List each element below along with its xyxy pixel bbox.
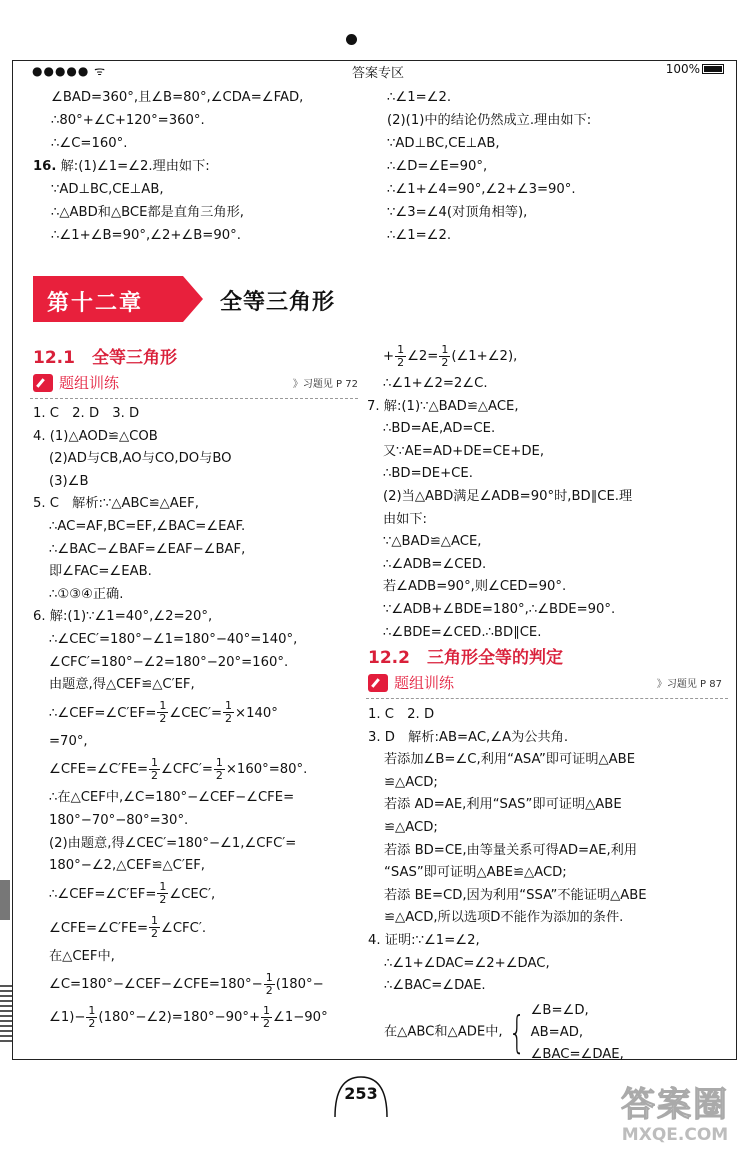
- text-line: 解:(1)∠1=∠2.理由如下:: [60, 159, 210, 174]
- right-column-2: [368, 704, 730, 1066]
- text-line: 若添 AD=AE,利用“SAS”即可证明△ABE: [384, 797, 622, 813]
- fraction: $\frac{1}{2}$: [225, 699, 233, 726]
- fraction: $\frac{1}{2}$: [441, 342, 449, 369]
- text-line: (3)∠B: [49, 473, 89, 489]
- text-line: ∴∠BAC−∠BAF=∠EAF−∠BAF,: [49, 541, 246, 557]
- chapter-label: 第十二章: [47, 291, 144, 316]
- text-line: 即∠FAC=∠EAB.: [49, 564, 152, 580]
- text-line: (2)当△ABD满足∠ADB=90°时,BD∥CE.理: [383, 488, 633, 504]
- text-line: ∴在△CEF中,∠C=180°−∠CEF−∠CFE=: [49, 790, 295, 806]
- text-line: ∴∠ADB=∠CED.: [383, 556, 487, 572]
- text-line: 若添加∠B=∠C,利用“ASA”即可证明△ABE: [384, 752, 636, 768]
- divider: [30, 398, 358, 399]
- status-bar: [22, 62, 734, 80]
- chapter-banner: [33, 276, 203, 322]
- text-line: ≌△ACD,所以选项D不能作为添加的条件.: [384, 910, 624, 926]
- text-line: ∴80°+∠C+120°=360°.: [51, 113, 205, 128]
- text-line: ∠CFE=∠C′FE= $\frac{1}{2}$ ∠CFC′.: [49, 914, 207, 941]
- top-right-block: [387, 86, 727, 247]
- text-line: ∴∠CEC′=180°−∠1=180°−40°=140°,: [49, 631, 298, 647]
- text-line: 在△CEF中,: [49, 948, 115, 964]
- text-line: ∠1)− $\frac{1}{2}$ (180°−∠2)=180°−90°+ $\frac{1}{2}$ ∠1−90°: [49, 1003, 328, 1030]
- text-line: ∴AC=AF,BC=EF,∠BAC=∠EAF.: [49, 518, 246, 534]
- text-line: ∵∠ADB+∠BDE=180°,∴∠BDE=90°.: [383, 601, 616, 617]
- text-line: 由题意,得△CEF≌△C′EF,: [49, 677, 195, 693]
- pencil-icon: [33, 374, 53, 392]
- text-line: (2)(1)中的结论仍然成立.理由如下:: [387, 113, 592, 128]
- text-line: ∴∠CEF=∠C′EF= $\frac{1}{2}$ ∠CEC′= $\frac{1}{2}$ ×140°: [49, 699, 278, 726]
- text-line: 4. (1)△AOD≌△COB: [33, 428, 158, 444]
- fraction: $\frac{1}{2}$: [159, 880, 167, 907]
- side-tab: [0, 880, 10, 920]
- signal-icon: ●●●●● ᯤ: [32, 64, 107, 78]
- battery-icon: [702, 64, 724, 74]
- text-line: ∴∠1=∠2.: [387, 228, 452, 243]
- top-left-block: [33, 86, 363, 247]
- watermark-logo: 答案圈 MXQE.COM: [621, 1085, 729, 1145]
- text-line: 1. C 2. D: [368, 707, 435, 722]
- fraction: $\frac{1}{2}$: [151, 914, 158, 941]
- text-line: ∴BD=DE+CE.: [383, 466, 473, 482]
- text-line: 180°−∠2,△CEF≌△C′EF,: [49, 858, 205, 874]
- pencil-icon: [368, 674, 388, 692]
- chapter-title: 全等三角形: [220, 290, 336, 315]
- text-line: 4. 证明:∵∠1=∠2,: [368, 932, 480, 948]
- text-line: 5. C 解析:∵△ABC≌△AEF,: [33, 496, 199, 512]
- left-column: [33, 403, 368, 1034]
- exercise-ref: 》习题见 P 87: [656, 679, 722, 690]
- exercise-ref: 》习题见 P 72: [292, 379, 358, 390]
- right-column: [367, 341, 728, 644]
- text-line: 3. D 解析:AB=AC,∠A为公共角.: [368, 729, 569, 745]
- page-number: 253: [331, 1073, 391, 1119]
- text-line: 6. 解:(1)∵∠1=40°,∠2=20°,: [33, 609, 213, 625]
- section-title-12-1: 12.1 全等三角形: [33, 348, 177, 368]
- text-line: 若∠ADB=90°,则∠CED=90°.: [383, 579, 567, 595]
- section-title-12-2: 12.2 三角形全等的判定: [368, 648, 563, 668]
- text-line: ∠BAC=∠DAE,: [530, 1046, 624, 1062]
- divider: [366, 698, 728, 699]
- side-ruler: [0, 985, 12, 1045]
- text-line: ∠CFC′=180°−∠2=180°−20°=160°.: [49, 654, 289, 670]
- text-line: 1. C 2. D 3. D: [33, 406, 140, 421]
- text-line: ∵AD⊥BC,CE⊥AB,: [51, 182, 164, 197]
- text-line: ∴BD=AE,AD=CE.: [383, 421, 496, 437]
- text-line: ∠C=180°−∠CEF−∠CFE=180°− $\frac{1}{2}$ (180°−: [49, 970, 324, 997]
- text-line: ∴∠BAC=∠DAE.: [384, 978, 486, 994]
- text-line: + $\frac{1}{2}$ ∠2= $\frac{1}{2}$ (∠1+∠2),: [383, 342, 518, 369]
- text-line: 由如下:: [383, 511, 428, 527]
- text-line: ∴∠1+∠B=90°,∠2+∠B=90°.: [51, 228, 241, 243]
- text-line: ∴∠D=∠E=90°,: [387, 159, 488, 174]
- text-line: ∴∠1=∠2.: [387, 90, 452, 105]
- text-line: (2)AD与CB,AO与CO,DO与BO: [49, 451, 232, 467]
- battery-status: 100%: [666, 62, 724, 76]
- text-line: ∵△BAD≌△ACE,: [383, 534, 482, 550]
- text-line: (2)由题意,得∠CEC′=180°−∠1,∠CFC′=: [49, 835, 297, 851]
- text-line: 7. 解:(1)∵△BAD≌△ACE,: [367, 398, 519, 414]
- text-line: 又∵AE=AD+DE=CE+DE,: [383, 443, 545, 459]
- fraction: $\frac{1}{2}$: [397, 342, 405, 369]
- text-line: ≌△ACD;: [384, 819, 438, 835]
- text-line: =70°,: [49, 733, 88, 749]
- text-line: ≌△ACD;: [384, 774, 438, 790]
- text-line: ∠B=∠D,: [530, 1002, 589, 1018]
- text-line: ∴∠C=160°.: [51, 136, 128, 151]
- text-line: ∴∠1+∠DAC=∠2+∠DAC,: [384, 955, 550, 971]
- text-line: ∴∠1+∠4=90°,∠2+∠3=90°.: [387, 182, 576, 197]
- equation-system: 在△ABC和△ADE中, { ∠B=∠D, AB=AD, ∠BAC=∠DAE,: [368, 1000, 730, 1066]
- section-tag-12-2: [368, 672, 726, 692]
- tag-label: 题组训练: [59, 374, 120, 392]
- text-line: ∴①③④正确.: [49, 586, 124, 602]
- question-number: 16.: [33, 159, 57, 174]
- text-line: “SAS”即可证明△ABE≌△ACD;: [384, 865, 567, 881]
- fraction: $\frac{1}{2}$: [88, 1003, 96, 1030]
- text-line: ∴△ABD和△BCE都是直角三角形,: [51, 205, 244, 220]
- text-line: 若添 BE=CD,因为利用“SSA”不能证明△ABE: [384, 887, 647, 903]
- text-line: AB=AD,: [530, 1024, 584, 1040]
- fraction: $\frac{1}{2}$: [265, 970, 273, 997]
- fraction: $\frac{1}{2}$: [159, 699, 167, 726]
- tag-label: 题组训练: [394, 674, 455, 692]
- top-dot: [346, 34, 357, 45]
- text-line: ∴∠BDE=∠CED.∴BD∥CE.: [383, 624, 542, 640]
- page-title: 答案专区: [351, 66, 404, 81]
- text-line: ∠BAD=360°,且∠B=80°,∠CDA=∠FAD,: [51, 90, 304, 105]
- text-line: ∵AD⊥BC,CE⊥AB,: [387, 136, 500, 151]
- brace-icon: {: [508, 1006, 525, 1058]
- fraction: $\frac{1}{2}$: [263, 1003, 271, 1030]
- text-line: ∠CFE=∠C′FE= $\frac{1}{2}$ ∠CFC′= $\frac{1}{2}$ ×160°=80°.: [49, 755, 308, 782]
- fraction: $\frac{1}{2}$: [151, 755, 158, 782]
- text-line: ∴∠CEF=∠C′EF= $\frac{1}{2}$ ∠CEC′,: [49, 880, 216, 907]
- section-tag-12-1: [33, 372, 358, 392]
- text-line: ∴∠1+∠2=2∠C.: [383, 376, 488, 391]
- text-line: 180°−70°−80°=30°.: [49, 812, 189, 828]
- text-line: ∵∠3=∠4(对顶角相等),: [387, 205, 528, 220]
- fraction: $\frac{1}{2}$: [215, 755, 223, 782]
- text-line: 若添 BD=CE,由等量关系可得AD=AE,利用: [384, 842, 638, 858]
